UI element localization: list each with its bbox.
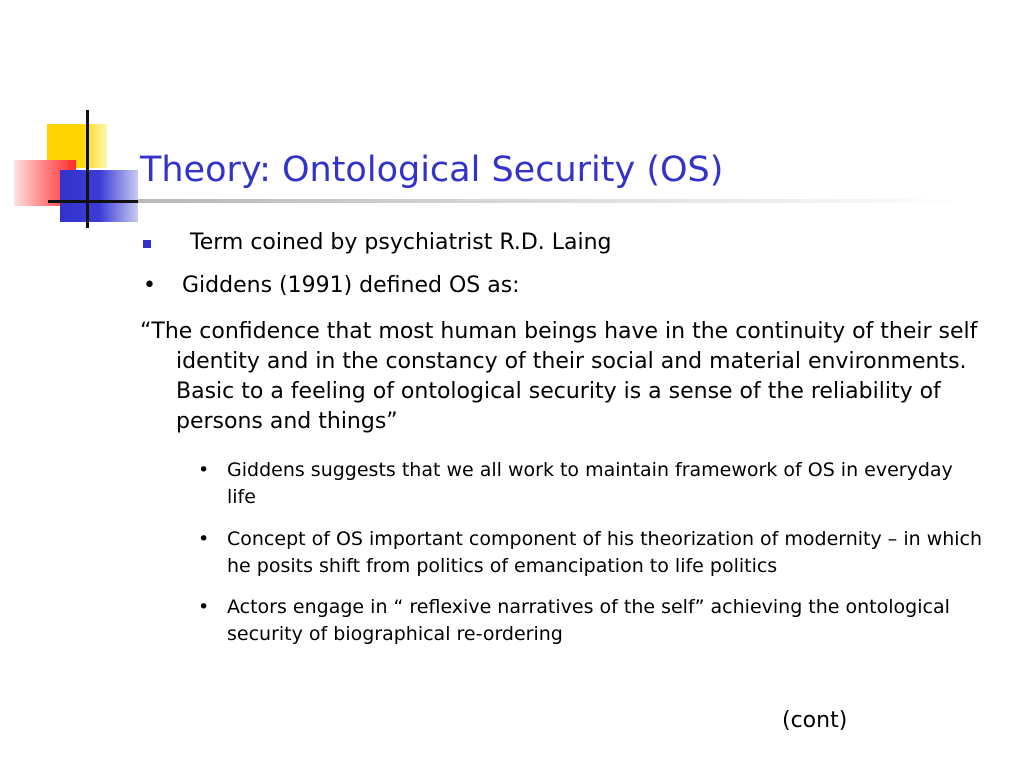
round-bullet-icon: •	[143, 273, 156, 298]
sub-bullet-item	[140, 457, 987, 511]
bullet-text: Giddens (1991) defined OS as:	[182, 273, 520, 298]
blue-square-decoration	[60, 170, 138, 222]
slide-title: Theory: Ontological Security (OS)	[140, 150, 724, 190]
vertical-line-decoration	[86, 110, 89, 228]
bullet-item	[140, 228, 990, 258]
round-bullet-icon: •	[198, 596, 210, 618]
decorative-logo	[0, 100, 150, 235]
round-bullet-icon: •	[198, 459, 210, 481]
sub-bullet-item	[140, 594, 987, 648]
bullet-text: Term coined by psychiatrist R.D. Laing	[190, 230, 612, 255]
square-bullet-icon	[143, 240, 151, 248]
title-underline	[138, 199, 968, 203]
slide-body	[140, 228, 990, 648]
sub-bullet-text: Concept of OS important component of his theorization of modernity – in which he posits shift from politics of emancipation to life politics	[227, 528, 983, 577]
sub-bullet-text: Giddens suggests that we all work to maintain framework of OS in everyday life	[227, 459, 953, 508]
round-bullet-icon: •	[198, 528, 210, 550]
sub-bullet-item	[140, 526, 987, 580]
horizontal-line-decoration	[48, 200, 138, 203]
quotation: “The confidence that most human beings have in the continuity of their self identity and in the constancy of their social and material environments. Basic to a feeling of ontological security is a sense of the reliability of persons and things”	[140, 319, 978, 434]
continuation-label: (cont)	[782, 708, 848, 733]
sub-bullet-text: Actors engage in “ reflexive narratives of the self” achieving the ontological security of biographical re-ordering	[227, 596, 950, 645]
bullet-item	[140, 271, 990, 301]
